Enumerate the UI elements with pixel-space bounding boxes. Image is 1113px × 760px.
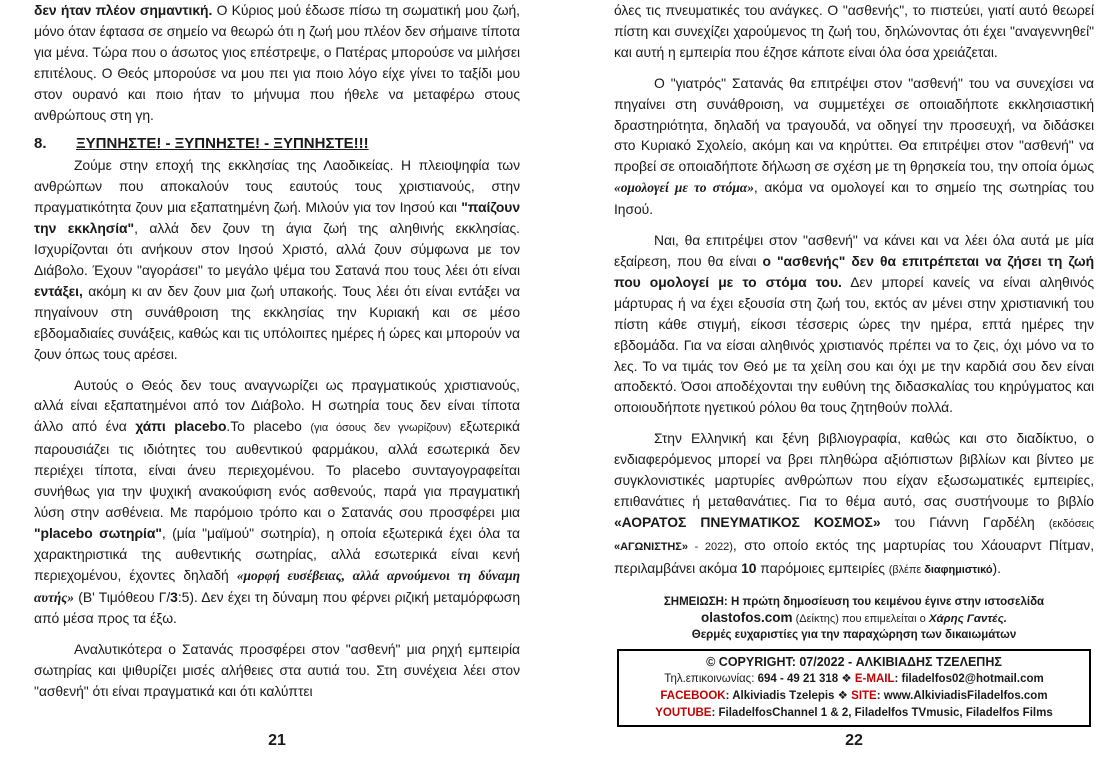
bold-text: 3	[170, 588, 178, 605]
section-number: 8.	[34, 135, 47, 153]
website-link[interactable]: : www.AlkiviadisFiladelfos.com	[876, 689, 1048, 702]
phone-label: Τηλ.επικοινωνίας:	[664, 672, 755, 685]
bold-text: "placebo σωτηρία"	[34, 524, 162, 541]
email-label: E-MAIL	[854, 672, 895, 685]
paragraph	[614, 73, 1094, 220]
paragraph	[614, 428, 1094, 580]
note-line	[614, 610, 1094, 627]
bold-text: "παίζουν την εκκλησία"	[34, 199, 520, 237]
text: Ο "γιατρός" Σατανάς θα επιτρέψει στον "ασθενή" του να συνεχίσει να πηγαίνει στη συνάθροιση, να συμμετέχει σε οποιαδήποτε εκκλησιαστική δραστηριότητα, δηλαδή να τραγουδά, να οδηγεί την προσευχή, να διδάσκει στο Κυριακό Σχολείο, ακόμη και να κηρύττει. Θα επιτρέψει στον "ασθενή" να προβεί σε οποιαδήποτε δήλωση σε σχέση με τη θρησκεία του, την οποία όμως	[614, 74, 1094, 175]
bold-text: χάπι placebo	[135, 418, 227, 435]
text: , αλλά δεν ζουν τη άγια ζωή της αληθινής εκκλησίας. Ισχυρίζονται ότι ανήκουν στον Ιησού Χριστό, αλλά ζουν σύμφωνα με τον Διάβολο. Έχουν "αγοράσει" το μεγάλο ψέμα του Σατανά που τους λέει ότι είναι	[34, 220, 520, 278]
text: (Δείκτης) που επιμελείται ο	[792, 612, 929, 625]
text: ).	[992, 559, 1001, 576]
text: Ο Κύριος μού έδωσε πίσω τη σωματική μου ζωή, μόνο όταν έφτασα σε σημείο να θεωρώ ότι η ζωή μου πλέον δεν σήμαινε τίποτα για μένα. Τώρα που ο άσωτος γιος επέστρεψε, ο Πατέρας μπορούσε να μιλήσει επιτέλους. Ο Θεός μπορούσε να μου πει για ποιο λόγο είχε γίνει το ταξίδι μου στον ουρανό και ποιο ήταν το μήνυμα που ήθελε να μεταφέρω στους ανθρώπους στη γη.	[34, 2, 520, 123]
small-text: (εκδόσεις	[1048, 517, 1094, 530]
bold-text: εντάξει,	[34, 282, 83, 299]
text: Ζούμε στην εποχή της εκκλησίας της Λαοδικείας. Η πλειοψηφία των ανθρώπων που αποκαλούν τους εαυτούς τους χριστιανούς, στην πραγματικότητα ζουν μια εξαπατημένη ζωή. Μιλούν για τον Ιησού και	[34, 157, 520, 216]
text: του Γιάννη Γαρδέλη	[880, 513, 1049, 530]
youtube-line	[623, 705, 1085, 722]
copyright-box	[617, 649, 1091, 727]
page-number: 21	[268, 732, 286, 749]
page-number: 22	[845, 732, 863, 749]
text: Στην Ελληνική και ξένη βιβλιογραφία, καθώς και στο διαδίκτυο, ο ενδιαφερόμενος μπορεί να βρει πληθώρα αξιόπιστων βιβλίων και βίντεο με συγκλονιστικές μαρτυρίες ανθρώπων που είχαν εξωσωματικές εμπειρίες, επιθανάτιες ή μεταθανάτιες. Για το θέμα αυτό, σας συστήνουμε το βιβλίο	[614, 430, 1094, 509]
text: ακόμη κι αν δεν ζουν μια ζωή υπακοής. Τους λέει ότι είναι εντάξει να πηγαίνουν στη συνάθροιση της εκκλησίας την Κυριακή και σε μέσο εβδομαδιαίες συνάξεις, καθώς και τις υπόλοιπες ημέρες ή ώρες και μπορούν να ζουν όπως τους αρέσει.	[34, 282, 520, 362]
text: , ακόμα να ομολογεί και το σημείο της σωτηρίας του Ιησού.	[614, 179, 1094, 218]
scripture-quote: «μορφή ευσέβειας, αλλά αρνούμενοι τη δύναμη αυτής»	[34, 567, 520, 605]
paragraph	[34, 155, 520, 364]
social-line	[623, 688, 1085, 705]
text: Ναι, θα επιτρέψει στον "ασθενή" να κάνει και να λέει όλα αυτά με μία εξαίρεση, που θα είναι	[614, 232, 1094, 269]
bold-text: «ΑΓΩΝΙΣΤΗΣ»	[614, 540, 688, 553]
section-title: ΞΥΠΝΗΣΤΕ! - ΞΥΠΝΗΣΤΕ! - ΞΥΠΝΗΣΤΕ!!!	[76, 135, 369, 153]
section-heading	[34, 133, 520, 155]
text: Αυτούς ο Θεός δεν τους αναγνωρίζει ως πραγματικούς χριστιανούς, αλλά είναι εξαπατημένοι από τον Διάβολο. Η σωτηρία τους δεν είναι τίποτα άλλο από ένα	[34, 376, 520, 435]
contact-line	[623, 671, 1085, 688]
small-text: - 2022)	[687, 540, 733, 553]
page-left	[34, 0, 520, 760]
facebook-label: FACEBOOK	[660, 689, 726, 702]
facebook-account[interactable]: : Alkiviadis Tzelepis ❖	[725, 689, 852, 702]
bold-text: διαφημιστικό	[924, 563, 993, 576]
text: (Β' Τιμόθεου Γ/	[73, 588, 171, 605]
note-line: Θερμές ευχαριστίες για την παραχώρηση των δικαιωμάτων	[691, 628, 1017, 641]
text: παρόμοιες εμπειρίες	[756, 559, 889, 576]
scripture-quote: «ομολογεί με το στόμα»	[614, 180, 754, 196]
email-address[interactable]: : filadelfos02@hotmail.com	[894, 672, 1044, 685]
bold-text: δεν ήταν πλέον σημαντική.	[34, 2, 213, 18]
small-text: (για όσους δεν γνωρίζουν)	[310, 422, 452, 435]
credit-name: Χάρης Γαντές.	[928, 612, 1007, 625]
paragraph	[34, 0, 520, 125]
site-link[interactable]: olastofos.com	[701, 609, 793, 625]
copyright-line: © COPYRIGHT: 07/2022 - ΑΛΚΙΒΙΑΔΗΣ ΤΖΕΛΕΠΗΣ	[706, 654, 1002, 669]
text: :5). Δεν έχει τη δύναμη που φέρνει ριζική μεταμόρφωση από μέσα προς τα έξω.	[34, 588, 520, 627]
publication-note	[614, 594, 1094, 643]
site-label: SITE	[851, 689, 877, 702]
text: , στο οποίο εκτός της μαρτυρίας του Χάουαρντ Πίτμαν, περιλαμβάνει ακόμα	[614, 536, 1095, 576]
bold-text: «ΑΟΡΑΤΟΣ ΠΝΕΥΜΑΤΙΚΟΣ ΚΟΣΜΟΣ»	[614, 513, 881, 530]
paragraph	[34, 375, 520, 630]
small-text: (βλέπε	[888, 563, 925, 576]
phone-number: 694 - 49 21 318 ❖	[754, 672, 855, 685]
text: εξωτερικά παρουσιάζει τις ιδιότητες του αυθεντικού φαρμάκου, αλλά εσωτερικά δεν περιέχει τίποτα, είναι άνευ περιεχομένου. Το placebo συνταγογραφείται συνήθως για την ψυχική ανακούφιση ενός ασθενούς, παρά για πραγματική λύση στην ασθένεια. Με παρόμοιο τρόπο και ο Σατανάς σου προσφέρει μια	[34, 418, 520, 520]
paragraph	[614, 230, 1094, 418]
text: , (μία "μαϊμού" σωτηρία), η οποία εξωτερικά έχει όλα τα χαρακτηριστικά της αυθεντικής σωτηρίας, αλλά εσωτερικά είναι κενή περιεχομένου, έχοντες δηλαδή	[34, 524, 520, 583]
youtube-label: YOUTUBE	[655, 706, 712, 719]
text: Δεν μπορεί κανείς να είναι αληθινός μάρτυρας ή να έχει εξουσία στη ζωή του, εκτός αν μένει στην χριστιανική του πίστη κάθε στιγμή, είκοσι τέσσερις ώρες την ημέρα, επτά ημέρες την εβδομάδα. Για να είσαι αληθινός χριστιανός πρέπει να το ζεις, όχι μόνο να το λες. Το να τιμάς τον Θεό με τα χείλη σου και όχι με την καρδιά σου δεν είναι αποδεκτό. Όσοι αποδέχονται την ευθύνη της διδασκαλίας του κηρύγματος και οποιουδήποτε ηγετικού ρόλου θα τους ζητηθούν πολλά.	[614, 273, 1094, 416]
page-right	[614, 0, 1094, 760]
paragraph: όλες τις πνευματικές του ανάγκες. Ο "ασθενής", το πιστεύει, γιατί αυτό θεωρεί πίστη και συνεχίζει χαρούμενος τη ζωή του, δηλώνοντας ότι έχει "αναγεννηθεί" και αυτή η εμπειρία που έζησε κάποτε είναι όλα όσα χρειάζεται.	[614, 2, 1094, 60]
note-line: ΣΗΜΕΙΩΣΗ: Η πρώτη δημοσίευση του κειμένου έγινε στην ιστοσελίδα	[663, 595, 1045, 608]
bold-text: ο "ασθενής" δεν θα επιτρέπεται να ζήσει τη ζωή που ομολογεί με το στόμα του.	[614, 252, 1095, 290]
bold-text: 10	[741, 559, 757, 576]
paragraph: Αναλυτικότερα ο Σατανάς προσφέρει στον "ασθενή" μια ρηχή εμπειρία σωτηρίας και ψιθυρίζει μισές αλήθειες στα αυτιά του. Στη συνέχεια λέει στον "ασθενή" ότι είναι πραγματικά και ότι καλύπτει	[34, 641, 520, 700]
youtube-channels[interactable]: : FiladelfosChannel 1 & 2, Filadelfos TVmusic, Filadelfos Films	[711, 706, 1053, 719]
text: .Το placebo	[226, 418, 311, 435]
